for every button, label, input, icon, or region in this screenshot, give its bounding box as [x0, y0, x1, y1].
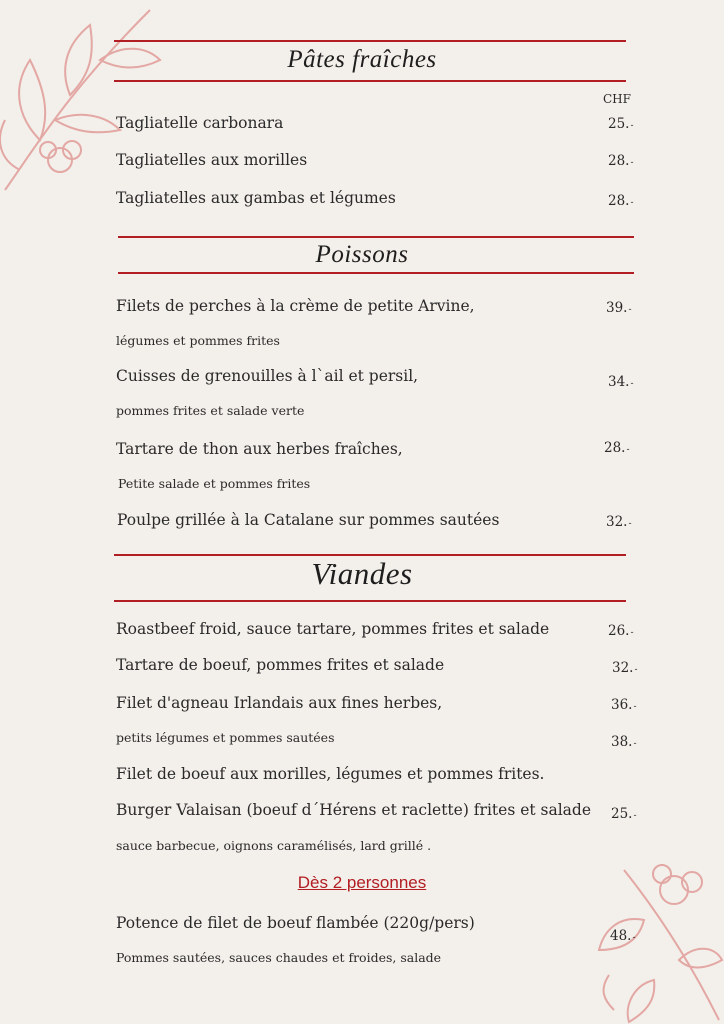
section-rule-bottom [118, 272, 634, 274]
section-rule-top [118, 236, 634, 238]
menu-item-name: Roastbeef froid, sauce tartare, pommes frites et salade [116, 620, 550, 638]
menu-item-price: 28. - [608, 193, 634, 209]
menu-item-description: petits légumes et pommes sautées [116, 730, 335, 745]
menu-item-name: Burger Valaisan (boeuf d´Hérens et raclette) frites et salade [116, 801, 592, 819]
menu-item-name: Potence de filet de boeuf flambée (220g/pers) [116, 914, 475, 932]
section-rule-top [114, 40, 626, 42]
menu-item-price: 34. - [608, 374, 634, 390]
currency-label: CHF [603, 92, 631, 106]
section-title-viandes: Viandes [311, 556, 413, 591]
menu-item-price: 26. - [608, 623, 634, 639]
menu-item-name: Tartare de boeuf, pommes frites et salade [116, 656, 445, 674]
menu-item-name: Tagliatelles aux gambas et légumes [116, 189, 396, 207]
section-title-poissons: Poissons [315, 241, 409, 268]
menu-item-price: 32. - [606, 514, 632, 530]
menu-item-name: Filet de boeuf aux morilles, légumes et pommes frites. [116, 765, 545, 783]
menu-item-description: Petite salade et pommes frites [118, 476, 311, 491]
menu-item-name: Tagliatelle carbonara [116, 114, 284, 132]
menu-item-price: 32. - [612, 660, 638, 676]
menu-item-description: légumes et pommes frites [116, 333, 280, 348]
menu-item-name: Tartare de thon aux herbes fraîches, [116, 440, 403, 458]
menu-item-name: Tagliatelles aux morilles [116, 151, 308, 169]
section-rule-bottom [114, 600, 626, 602]
floral-decoration-top-left-icon [0, 0, 170, 200]
menu-item-description: sauce barbecue, oignons caramélisés, lard grillé . [116, 838, 432, 853]
menu-item-name: Filets de perches à la crème de petite Arvine, [116, 297, 475, 315]
section-rule-bottom [114, 80, 626, 82]
menu-item-price: 39. - [606, 300, 632, 316]
menu-item-description: pommes frites et salade verte [116, 403, 305, 418]
menu-item-name: Poulpe grillée à la Catalane sur pommes sautées [117, 511, 500, 529]
menu-item-price: 36. - [611, 697, 637, 713]
section-title-pates: Pâtes fraîches [287, 46, 437, 73]
menu-item-price: 25. - [608, 116, 634, 132]
menu-item-price: 28. - [604, 440, 630, 456]
menu-item-description: Pommes sautées, sauces chaudes et froides, salade [116, 950, 442, 965]
menu-item-price: 25. - [611, 806, 637, 822]
menu-item-price: 28. - [608, 153, 634, 169]
menu-item-price-secondary: 38. - [611, 734, 637, 750]
menu-item-name: Filet d'agneau Irlandais aux fines herbes, [116, 694, 443, 712]
menu-item-price: 48. - [610, 928, 636, 944]
menu-item-name: Cuisses de grenouilles à l`ail et persil, [116, 367, 419, 385]
group-note: Dès 2 personnes [297, 873, 427, 892]
